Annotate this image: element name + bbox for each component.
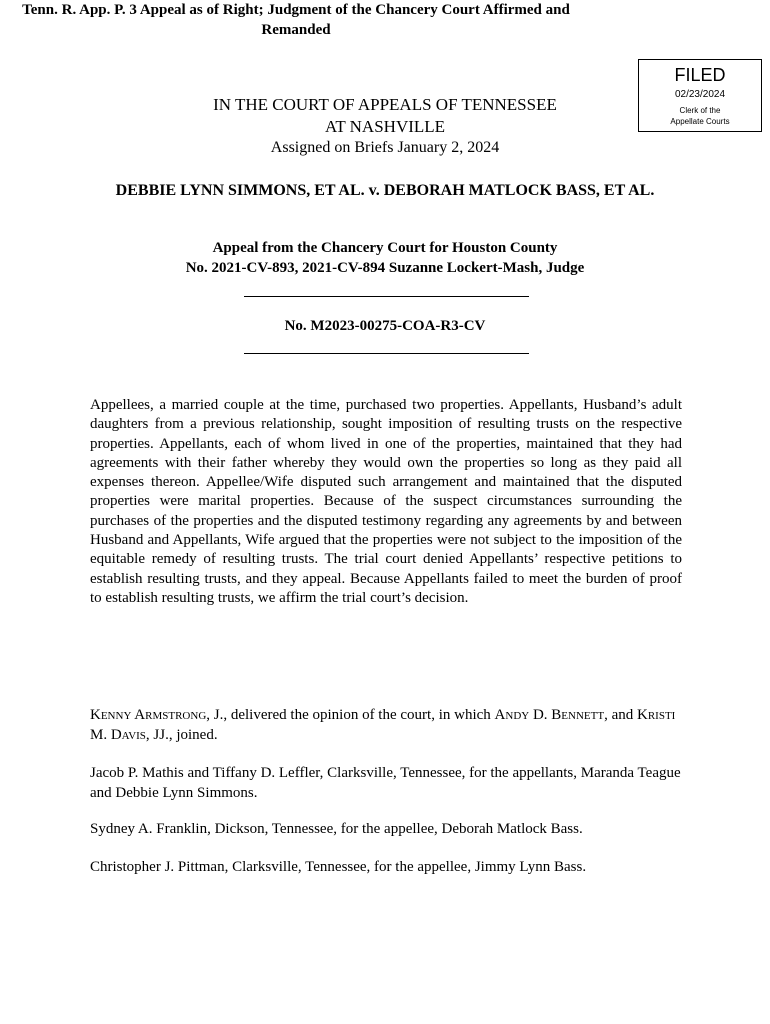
case-caption: DEBBIE LYNN SIMMONS, ET AL. v. DEBORAH MATLOCK BASS, ET AL.: [115, 182, 655, 199]
divider-bottom: [244, 353, 529, 354]
opinion-text-3: , JJ., joined.: [145, 727, 218, 743]
opinion-text-1: , J., delivered the opinion of the court, in which: [206, 707, 495, 723]
stamp-title: FILED: [674, 65, 726, 85]
holding: Tenn. R. App. P. 3 Appeal as of Right; Judgment of the Chancery Court Affirmed and Remanded: [22, 2, 570, 38]
counsel-appellee-jimmy: Christopher J. Pittman, Clarksville, Tennessee, for the appellee, Jimmy Lynn Bass.: [90, 859, 587, 875]
counsel-appellee-deborah: Sydney A. Franklin, Dickson, Tennessee, for the appellee, Deborah Matlock Bass.: [90, 821, 583, 837]
stamp-clerk-line: Clerk of the: [679, 106, 721, 115]
stamp-courts-line: Appellate Courts: [670, 117, 730, 126]
opinion-text-2: , and: [604, 707, 637, 723]
case-summary: Appellees, a married couple at the time, purchased two properties. Appellants, Husband’s adult daughters from a previous relationship, sought imposition of resulting trusts on the respective properties. Appellants, each of whom lived in one of the properties, maintained that they had agreements with their father whereby they would own the properties so long as they paid all expenses thereon. Appellee/Wife disputed such arrangement and maintained that the disputed properties were marital properties. Because of the suspect circumstances surrounding the purchases of the properties and the disputed testimony regarding any agreements by and between Husband and Appellants, Wife argued that the properties were not subject to the imposition of the equitable remedy of resulting trusts. The trial court denied Appellants’ respective petitions to establish resulting trusts, and they appeal. Because Appellants failed to meet the burden of proof to establish resulting trusts, we affirm the trial court’s decision.: [90, 397, 682, 606]
judge-name-2: Kristi M. Davis: [90, 707, 676, 743]
stamp-date: 02/23/2024: [674, 89, 726, 100]
author-name: Kenny Armstrong: [90, 707, 207, 723]
court-name: IN THE COURT OF APPEALS OF TENNESSEE: [213, 95, 557, 114]
docket-number: No. M2023-00275-COA-R3-CV: [284, 318, 486, 334]
judge-name-1: Andy D. Bennett: [494, 707, 605, 723]
appeal-court-line: Appeal from the Chancery Court for Houston County: [212, 240, 558, 256]
opinion-statement: [90, 705, 682, 745]
divider-top: [244, 296, 529, 297]
counsel-appellants: Jacob P. Mathis and Tiffany D. Leffler, Clarksville, Tennessee, for the appellants, Maranda Teague and Debbie Lynn Simmons.: [90, 765, 681, 801]
assigned-date: Assigned on Briefs January 2, 2024: [270, 139, 500, 156]
appeal-case-numbers-line: No. 2021-CV-893, 2021-CV-894 Suzanne Lockert-Mash, Judge: [185, 260, 585, 276]
court-location: AT NASHVILLE: [324, 117, 446, 136]
